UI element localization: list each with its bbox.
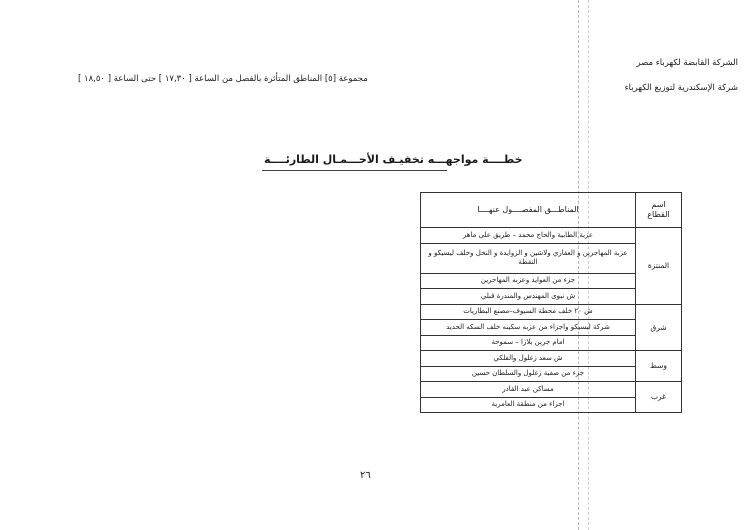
- sector-cell: المنتزة: [636, 228, 682, 305]
- area-cell: جزء من العوايد وعزبه المهاجرين: [421, 273, 636, 289]
- area-cell: اجزاء من منطقة العامرية: [421, 397, 636, 413]
- header-areas: المناطـــق المفصــــول عنهــــا: [421, 193, 636, 228]
- group-schedule-statement: مجموعة [٥] المناطق المتأثرة بالفصل من الساعة [ ١٧,٣٠ ] حتى الساعة [ ١٨,٥٠ ]: [78, 74, 368, 84]
- table-row: [421, 351, 682, 367]
- area-cell: امام جرين بلازا – سموحة: [421, 335, 636, 351]
- sector-cell: شرق: [636, 304, 682, 351]
- area-cell: شركة ليسيكو واجزاء من عزبه سكينه خلف السكه الحديد: [421, 320, 636, 336]
- page-number: ٢٦: [360, 470, 371, 481]
- header-sector: اسم القطاع: [636, 193, 682, 228]
- area-cell: عزبة الطابية والحاج محمد – طريق على ماهر: [421, 228, 636, 244]
- table-row: [421, 304, 682, 320]
- table-header-row: [421, 193, 682, 228]
- sector-cell: وسط: [636, 351, 682, 382]
- company-holding-name: الشركة القابضة لكهرباء مصر: [636, 58, 738, 68]
- company-distribution-name: شركة الإسكندرية لتوزيع الكهرباء: [624, 83, 738, 93]
- area-cell: ش ٢٠ خلف محطة السيوف–مصنع البطاريات: [421, 304, 636, 320]
- area-cell: جزء من صفية زغلول والسلطان حسين: [421, 366, 636, 382]
- table-row: [421, 228, 682, 244]
- load-shedding-table: [420, 192, 682, 413]
- title-underline: [262, 170, 447, 171]
- area-cell: ش سعد زغلول والفلكي: [421, 351, 636, 367]
- plan-title: خطــــة مواجهـــه تخفيـف الأحـــمـال الطارئــــة: [264, 153, 523, 166]
- area-cell: عزبة المهاجرين و العقاري ولاشين و الزوايدة و النخل وخلف ليسيكو و النقطة: [421, 243, 636, 273]
- sector-cell: غرب: [636, 382, 682, 413]
- table-row: [421, 382, 682, 398]
- area-cell: ش نبوى المهندس والمندرة قبلي: [421, 289, 636, 305]
- area-cell: مساكن عبد القادر: [421, 382, 636, 398]
